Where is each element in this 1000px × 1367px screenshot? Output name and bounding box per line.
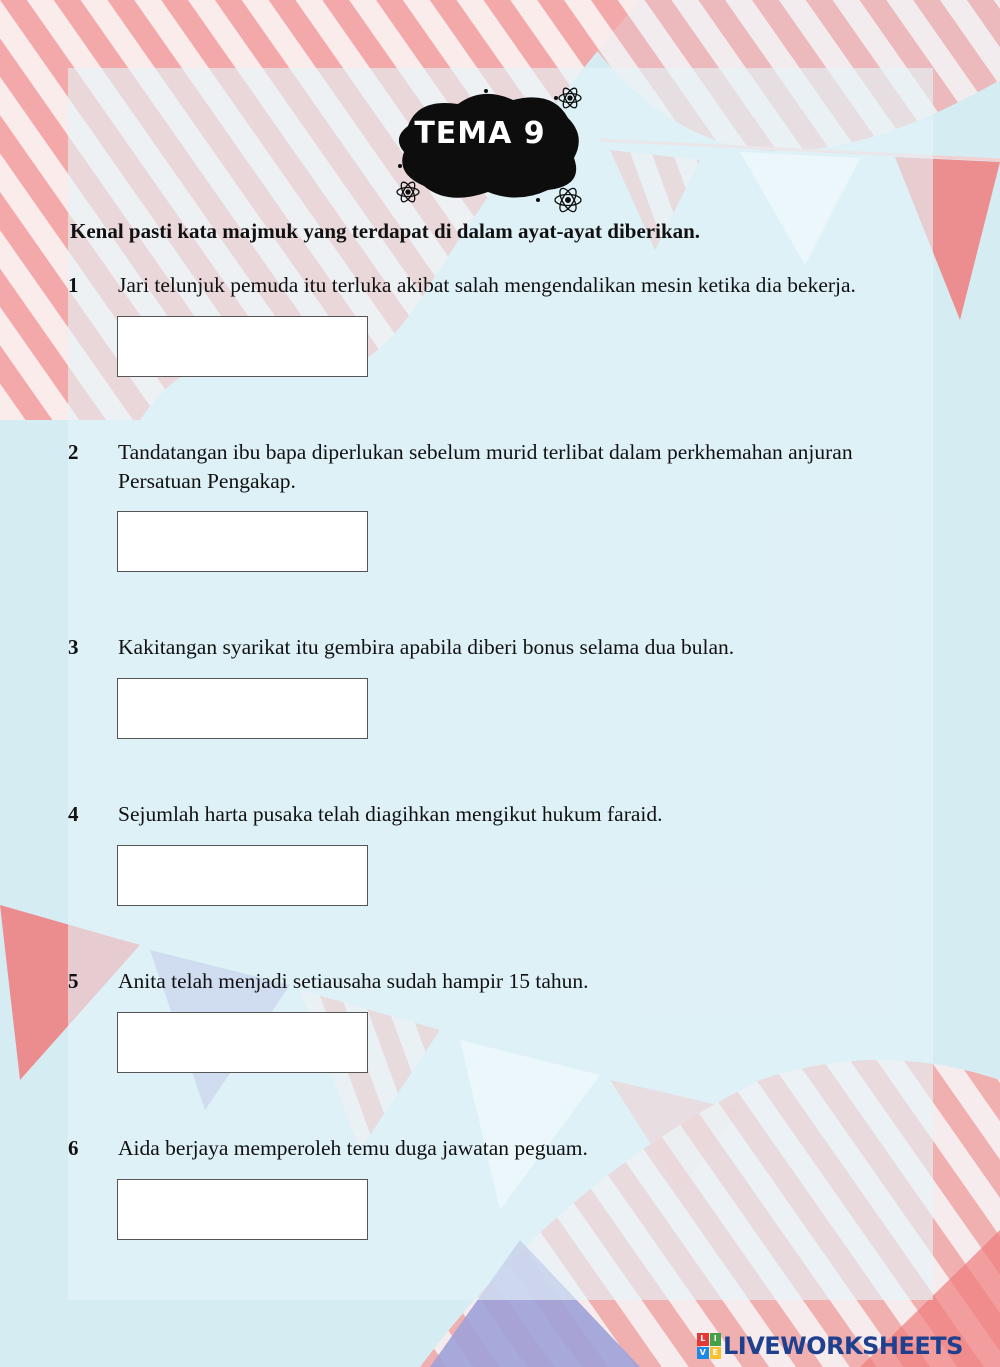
answer-box[interactable] bbox=[117, 316, 368, 377]
brand-name: LIVEWORKSHEETS bbox=[723, 1332, 963, 1360]
page-title: TEMA 9 bbox=[414, 116, 546, 151]
question-number: 3 bbox=[68, 635, 79, 659]
question-number: 2 bbox=[68, 440, 79, 464]
question-text: Kakitangan syarikat itu gembira apabila diberi bonus selama dua bulan. bbox=[118, 635, 735, 659]
question-text: Sejumlah harta pusaka telah diagihkan mengikut hukum faraid. bbox=[118, 802, 663, 826]
answer-box[interactable] bbox=[117, 1179, 368, 1240]
liveworksheets-logo-icon bbox=[697, 1333, 721, 1359]
question-text: Tandatangan ibu bapa diperlukan sebelum murid terlibat dalam perkhemahan anjuran Persatuan Pengakap. bbox=[118, 440, 853, 493]
atom-icon bbox=[559, 86, 581, 110]
question-text: Anita telah menjadi setiausaha sudah hampir 15 tahun. bbox=[118, 969, 589, 993]
logo-letter: L bbox=[697, 1333, 709, 1346]
answer-box[interactable] bbox=[117, 511, 368, 572]
question-text: Jari telunjuk pemuda itu terluka akibat salah mengendalikan mesin ketika dia bekerja. bbox=[118, 273, 856, 297]
logo-letter: V bbox=[697, 1347, 709, 1360]
answer-box[interactable] bbox=[117, 845, 368, 906]
atom-icon bbox=[555, 186, 581, 214]
question-number: 6 bbox=[68, 1136, 79, 1160]
question-number: 1 bbox=[68, 273, 79, 297]
question-number: 4 bbox=[68, 802, 79, 826]
instruction-text: Kenal pasti kata majmuk yang terdapat di dalam ayat-ayat diberikan. bbox=[70, 219, 701, 243]
logo-letter: E bbox=[710, 1347, 722, 1360]
liveworksheets-brand bbox=[697, 1330, 963, 1362]
question-number: 5 bbox=[68, 969, 79, 993]
logo-letter: I bbox=[710, 1333, 722, 1346]
answer-box[interactable] bbox=[117, 678, 368, 739]
atom-icon bbox=[397, 180, 419, 204]
title-badge bbox=[388, 78, 598, 218]
question-text: Aida berjaya memperoleh temu duga jawatan peguam. bbox=[118, 1136, 588, 1160]
answer-box[interactable] bbox=[117, 1012, 368, 1073]
